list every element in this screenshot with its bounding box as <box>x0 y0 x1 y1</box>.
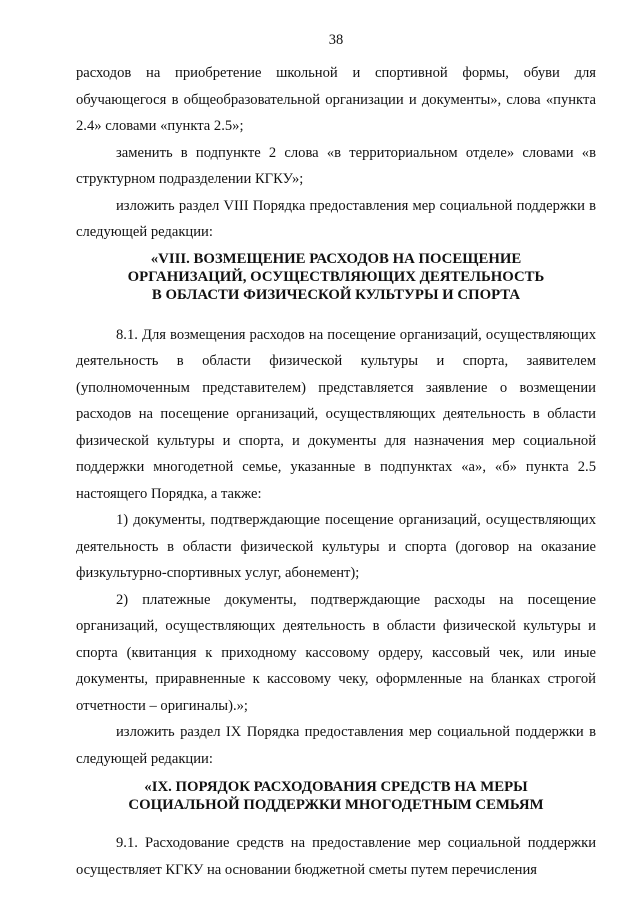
heading-line: СОЦИАЛЬНОЙ ПОДДЕРЖКИ МНОГОДЕТНЫМ СЕМЬЯМ <box>128 797 544 813</box>
paragraph: 1) документы, подтверждающие посещение организаций, осуществляющих деятельность в области физической культуры и спорта (договор на оказание физкультурно-спортивных услуг, абонемент); <box>76 512 596 581</box>
heading-line: «VIII. ВОЗМЕЩЕНИЕ РАСХОДОВ НА ПОСЕЩЕНИЕ <box>150 250 522 267</box>
paragraph: 2) платежные документы, подтверждающие расходы на посещение организаций, осуществляющих деятельность в области физической культуры и спорта (квитанция к приходному кассовому ордеру, кассовый чек, или иные документы, приравненные к кассовому чеку, оформленные на бланках строгой отчетности – оригиналы).»; <box>76 591 596 714</box>
paragraph: 8.1. Для возмещения расходов на посещение организаций, осуществляющих деятельность в области физической культуры и спорта, заявителем (уполномоченным представителем) представляется заявление о возмещении расходов на посещение организаций, осуществляющих деятельность в области физической культуры и спорта, и документы для назначения мер социальной поддержки многодетной семье, указанные в подпунктах «а», «б» пункта 2.5 настоящего Порядка, а также: <box>76 326 596 502</box>
paragraph: заменить в подпункте 2 слова «в территориальном отделе» словами «в структурном подразделении КГКУ»; <box>76 144 596 187</box>
heading-line: ОРГАНИЗАЦИЙ, ОСУЩЕСТВЛЯЮЩИХ ДЕЯТЕЛЬНОСТЬ <box>127 268 545 285</box>
section-heading-viii <box>76 250 596 304</box>
paragraph: 9.1. Расходование средств на предоставление мер социальной поддержки осуществляет КГКУ на основании бюджетной сметы путем перечисления <box>76 835 596 878</box>
paragraph: изложить раздел VIII Порядка предоставления мер социальной поддержки в следующей редакции: <box>76 197 596 240</box>
section-viii-body <box>76 322 596 773</box>
page-number: 38 <box>328 32 344 48</box>
intro-section <box>76 60 596 246</box>
paragraph: расходов на приобретение школьной и спортивной формы, обуви для обучающегося в общеобразовательной организации и документы», слова «пункта 2.4» словами «пункта 2.5»; <box>76 65 596 134</box>
paragraph: изложить раздел IX Порядка предоставления мер социальной поддержки в следующей редакции: <box>76 724 596 767</box>
heading-line: В ОБЛАСТИ ФИЗИЧЕСКОЙ КУЛЬТУРЫ И СПОРТА <box>151 286 521 303</box>
section-heading-ix <box>76 778 596 814</box>
section-ix-body <box>76 830 596 883</box>
heading-line: «IX. ПОРЯДОК РАСХОДОВАНИЯ СРЕДСТВ НА МЕРЫ <box>144 779 528 795</box>
document-page <box>76 30 596 883</box>
